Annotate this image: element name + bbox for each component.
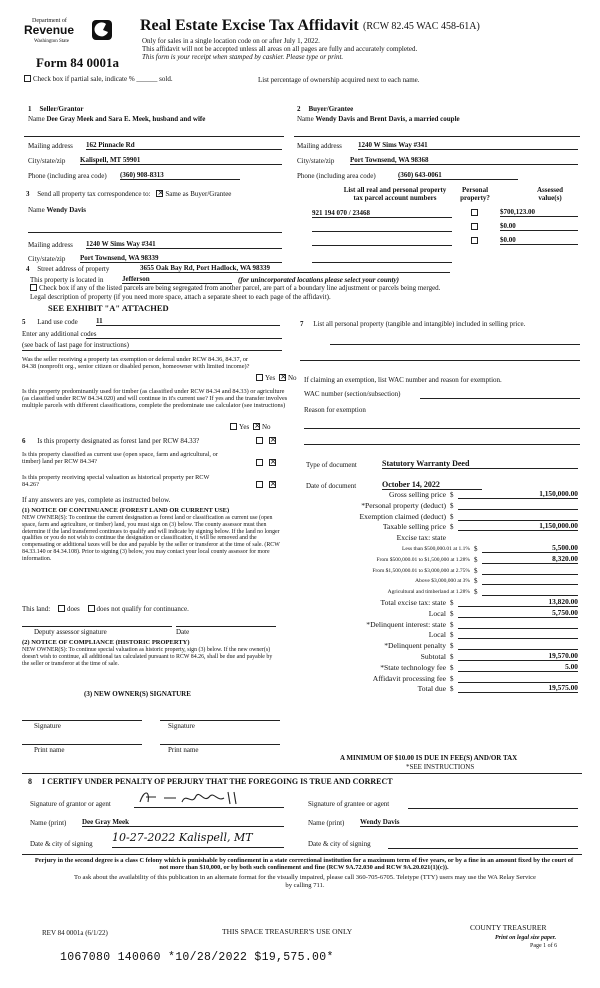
exemption-question: Was the seller receiving a property tax exemption or deferral under RCW 84.36, 84.37, or 84.38 (nonprofit org., senior citizen or disabled person, homeowner with limited income)? [22,356,250,371]
same-as-buyer-label: Same as Buyer/Grantee [165,190,232,198]
dollar-sign: $ [450,599,454,607]
seller-heading [28,105,83,113]
located-field[interactable]: Jefferson [122,275,232,284]
assessed-value-1[interactable]: $700,123.00 [500,208,578,217]
yes-label: Yes [265,374,276,382]
partial-sale-label: Check box if partial sale, indicate % ______ sold. [33,75,173,83]
grantor-signature-field[interactable] [134,792,284,808]
forest-yes-checkbox[interactable] [256,437,263,444]
seller-mailing-label: Mailing address [28,142,73,150]
buyer-name-field[interactable]: Wendy Davis and Brent Davis, a married couple [315,115,460,123]
segregated-label: Check box if any of the listed parcels are being segregated from another parcel, are part of a boundary line adjustment or parcels being merged. [39,284,441,292]
buyer-heading [297,105,353,113]
financial-value-field[interactable] [458,674,578,683]
seller-phone-field[interactable]: (360) 908-8313 [120,171,240,180]
grantor-signature-image [134,788,284,808]
section5-num: 5 [22,318,26,326]
personal-property-list-row [300,320,570,328]
form-title-ref: (RCW 82.45 WAC 458-61A) [363,21,480,32]
land-use-label: Land use code [37,318,78,326]
financial-value-field[interactable]: 1,150,000.00 [458,522,578,531]
historic-no-checkbox[interactable] [269,481,276,488]
parcel-number-1[interactable]: 921 194 070 / 23468 [312,209,452,218]
partial-sale-checkbox[interactable] [24,75,31,82]
notice-line3: This form is your receipt when stamped by cashier. Please type or print. [142,53,344,61]
buyer-phone-label: Phone (including area code) [297,172,376,180]
dept-line2: Revenue [24,23,75,37]
financial-value-field[interactable] [482,576,578,585]
current-use-no-checkbox[interactable] [269,459,276,466]
correspondence-name-row [28,206,86,214]
personal-property-list-label: List all personal property (tangible and intangible) included in selling price. [313,320,526,328]
assessed-value-3[interactable]: $0.00 [500,236,578,245]
financial-label: Taxable selling price [382,522,446,532]
section8-num: 8 [28,777,32,786]
seller-name-row [28,115,205,123]
perjury-text: Perjury in the second degree is a class C felony which is punishable by confinement in a state correctional institution for a maximum term of five years, or by a fine in an amount fixed by the court of not more than $10,000, or by both such confinement and fine (RCW 9A.72.030 and RCW 9A.20.021(1)(c)). [34,857,574,872]
page-number: Page 1 of 6 [530,943,558,949]
same-as-buyer-checkbox[interactable] [156,190,163,197]
financial-label: *State technology fee [380,662,446,672]
dollar-sign: $ [474,555,478,564]
section7-num: 7 [300,320,304,328]
financial-value-field[interactable]: 8,320.00 [482,555,578,564]
dollar-sign: $ [450,491,454,499]
treasurer-use-label: THIS SPACE TREASURER'S USE ONLY [222,927,353,936]
parcel-number-3[interactable] [312,238,452,246]
financial-value-field[interactable] [458,641,578,650]
county-treasurer-label: COUNTY TREASURER [470,923,547,932]
financial-value-field[interactable]: 19,575.00 [458,684,578,693]
new-owner-print-label-2: Print name [168,746,199,754]
dollar-sign: $ [450,631,454,640]
personal-property-col-header: Personal property? [460,186,490,203]
assessed-value-2[interactable]: $0.00 [500,222,578,231]
seller-city-field[interactable]: Kalispell, MT 59901 [80,156,282,165]
timber-no-checkbox[interactable] [253,423,260,430]
dollar-sign: $ [450,609,454,618]
current-use-yes-no [256,459,278,467]
grantee-name-label: Name (print) [308,819,345,827]
exemption-no-checkbox[interactable] [279,374,286,381]
recording-stamp: 1067080 140060 *10/28/2022 $19,575.00* [60,951,334,964]
forest-row [22,437,199,445]
correspondence-city-label: City/state/zip [28,255,66,263]
deputy-signature-label: Deputy assessor signature [34,628,107,636]
forest-yes-no [256,437,278,445]
buyer-mailing-field[interactable]: 1240 W Sims Way #341 [358,141,578,150]
street-label: Street address of property [37,265,110,273]
does-not-label: does not qualify for continuance. [96,605,189,613]
historic-yes-checkbox[interactable] [256,481,263,488]
doc-date-field[interactable]: October 14, 2022 [382,480,482,490]
financial-label: Above $3,000,000 at 3% [415,578,470,585]
doc-type-label: Type of document [306,461,357,469]
seller-mailing-field[interactable]: 162 Pinnacle Rd [86,141,282,150]
financial-value-field[interactable]: 19,570.00 [458,652,578,661]
grantor-name-field[interactable]: Dee Gray Meek [82,818,284,827]
doc-date-label: Date of document [306,482,357,490]
notice-line1: Only for sales in a single location code on or after July 1, 2022. [142,37,320,45]
date-city-field[interactable]: 10-27-2022 Kalispell, MT [112,832,284,848]
dor-logo [20,18,120,54]
alt-format-text: To ask about the availability of this publication in an alternate format for the visually impaired, please call 360-705-6705. Teletype (TTY) users may use the WA Relay Service by calling 711. [74,874,536,889]
legal-description-field[interactable]: SEE EXHIBIT "A" ATTACHED [48,303,169,313]
dollar-sign: $ [474,588,478,597]
correspondence-label: Send all property tax correspondence to: [37,190,151,198]
dollar-sign: $ [450,523,454,532]
correspondence-city-field[interactable]: Port Townsend, WA 98339 [80,254,282,263]
notice-line2: This affidavit will not be accepted unless all areas on all pages are fully and accurately completed. [142,45,418,53]
see-back-note: (see back of last page for instructions) [22,341,129,349]
legal-description-label: Legal description of property (if you need more space, attach a separate sheet to each page of the affidavit). [30,293,331,301]
grantee-date-city-label: Date & city of signing [308,840,371,848]
financial-value-field[interactable] [482,587,578,596]
buyer-name-label: Name [297,115,314,123]
deputy-date-label: Date [176,628,190,636]
financial-label: From $1,500,000.01 to $3,000,000 at 2.75% [372,567,470,574]
dept-line1: Department of [32,18,67,24]
yes-label: Yes [239,423,250,431]
personal-property-checkbox-1[interactable] [471,209,478,216]
no-label: No [261,423,271,431]
financial-label: Subtotal [420,652,446,661]
correspondence-name-field[interactable]: Wendy Davis [46,206,86,214]
dollar-sign: $ [450,685,454,694]
dollar-sign: $ [450,674,454,683]
seller-heading-label: Seller/Grantor [39,105,84,113]
financial-label: Total due [417,684,446,694]
seller-name-label: Name [28,115,45,123]
buyer-num: 2 [297,105,301,113]
financial-value-field[interactable]: 5,750.00 [458,609,578,618]
historic-yes-no [256,481,278,489]
dollar-sign: $ [450,663,454,672]
continuance-title: (1) NOTICE OF CONTINUANCE (FOREST LAND OR CURRENT USE) [22,507,230,514]
dollar-sign: $ [474,545,478,553]
financial-label: *Personal property (deduct) [361,500,446,510]
this-land-row [22,605,189,613]
form-number: Form 84 0001a [36,55,120,70]
personal-property-checkbox-2[interactable] [471,223,478,230]
street-field[interactable]: 3655 Oak Bay Rd, Port Hadlock, WA 98339 [140,264,450,273]
financial-value-field[interactable] [482,566,578,575]
see-instructions-note: *SEE INSTRUCTIONS [406,763,475,771]
grantee-signature-label: Signature of grantee or agent [308,800,390,808]
financial-value-field[interactable]: 5,500.00 [482,544,578,553]
located-note: (for unincorporated locations please select your county) [238,276,399,284]
seller-phone-label: Phone (including area code) [28,172,107,180]
legal-paper-note: Print on legal size paper. [495,935,557,941]
financial-label: *Delinquent penalty [384,641,446,651]
if-yes-note: If any answers are yes, complete as instructed below. [22,496,171,504]
buyer-heading-label: Buyer/Grantee [308,105,354,113]
new-owner-signature-label-1: Signature [34,722,61,730]
financial-label: *Delinquent interest: state [366,619,446,629]
forest-question: Is this property designated as forest land per RCW 84.33? [37,437,200,445]
property-num: 4 [26,265,30,273]
financial-value-field[interactable] [458,630,578,639]
financial-label: Excise tax: state [396,533,446,543]
dollar-sign: $ [450,501,454,510]
ownership-note: List percentage of ownership acquired next to each name. [258,76,420,84]
buyer-mailing-label: Mailing address [297,142,342,150]
financial-label: Gross selling price [389,490,446,499]
financial-value-field[interactable]: 5.00 [458,663,578,672]
financial-value-field[interactable]: 13,820.00 [458,598,578,607]
correspondence-num: 3 [26,190,30,198]
financial-label: Affidavit processing fee [372,673,446,683]
financial-label: Local [428,608,446,618]
doc-type-field[interactable]: Statutory Warranty Deed [382,459,578,469]
located-label: This property is located in [30,276,104,284]
street-row [26,265,109,273]
seller-name-field[interactable]: Dee Gray Meek and Sara E. Meek, husband and wife [46,115,206,123]
financial-label: Total excise tax: state [380,598,446,607]
section6-num: 6 [22,437,26,445]
parcels-col-header: List all real and personal property tax parcel account numbers [343,186,447,203]
forest-no-checkbox[interactable] [269,437,276,444]
segregated-checkbox[interactable] [30,284,37,291]
does-not-qualify-checkbox[interactable] [88,605,95,612]
grantor-signature-label: Signature of grantor or agent [30,800,111,808]
no-label: No [287,374,297,382]
dollar-sign: $ [450,642,454,651]
financial-label: Local [428,630,446,640]
dollar-sign: $ [474,566,478,575]
correspondence-mailing-field[interactable]: 1240 W Sims Way #341 [86,240,282,249]
buyer-city-field[interactable]: Port Townsend, WA 98368 [350,156,578,165]
financial-label: Exemption claimed (deduct) [359,511,446,521]
land-use-field[interactable]: 11 [96,317,280,326]
timber-question: Is this property predominantly used for timber (as classified under RCW 84.34 and 84.33) or agriculture (as classified under RCW 84.34.020) and will continue in it's current use? If yes and the transfer involves multiple parcels with different classifications, complete the predominate use calculator (see instructions) [22,388,288,410]
additional-codes-label: Enter any additional codes [22,330,97,338]
financial-label: From $500,000.01 to $1,500,000 at 1.28% [376,556,470,563]
dollar-sign: $ [450,653,454,661]
partial-sale-row [24,75,173,83]
financial-value-field[interactable] [458,501,578,510]
seller-num: 1 [28,105,32,113]
dor-logo-icon [92,20,112,40]
dept-line3: Washington State [34,39,70,44]
assessed-value-col-header: Assessed value(s) [536,186,564,203]
exemption-yes-no [256,374,297,382]
seller-city-label: City/state/zip [28,157,66,165]
grantee-name-field[interactable]: Wendy Davis [360,818,578,827]
financial-value-field[interactable] [458,512,578,521]
rev-number: REV 84 0001a (6/1/22) [42,929,108,937]
new-owner-print-label-1: Print name [34,746,65,754]
wac-label: WAC number (section/subsection) [304,390,401,398]
financial-label: Agricultural and timberland at 1.28% [387,589,470,596]
certify-text: I CERTIFY UNDER PENALTY OF PERJURY THAT THE FOREGOING IS TRUE AND CORRECT [42,777,393,786]
this-land-label: This land: [22,605,51,613]
personal-property-checkbox-3[interactable] [471,237,478,244]
dollar-sign: $ [450,620,454,629]
date-city-label: Date & city of signing [30,840,93,848]
reason-label: Reason for exemption [304,406,366,414]
correspondence-mailing-label: Mailing address [28,241,73,249]
continuance-body: NEW OWNER(S): To continue the current designation as forest land or classification as current use (open space, farm and agriculture, or timber) land, you must sign on (3) below. The county assessor must then determine if the land transferred continues to qualify and will indicate by signing below. If the land no longer qualifies or you do not wish to continue the designation or classification, it will be removed and the compensating or additional taxes will be due and payable by the seller or transferor at the time of sale. (RCW 84.33.140 or 84.34.108). Prior to signing (3) below, you may contact your local county assessor for more information. [22,515,280,562]
financial-label: Less than $500,000.01 at 1.1% [402,546,470,552]
buyer-name-row [297,115,460,123]
compliance-title: (2) NOTICE OF COMPLIANCE (HISTORIC PROPERTY) [22,639,190,646]
does-qualify-checkbox[interactable] [58,605,65,612]
dollar-sign: $ [450,512,454,521]
historic-question: Is this property receiving special valuation as historical property per RCW 84.26? [22,474,210,489]
financial-value-field[interactable]: 1,150,000.00 [458,490,578,499]
form-title: Real Estate Excise Tax Affidavit [140,17,359,34]
exemption-yes-checkbox[interactable] [256,374,263,381]
current-use-yes-checkbox[interactable] [256,459,263,466]
correspondence-name-label: Name [28,206,45,214]
dollar-sign: $ [474,577,478,586]
segregated-row [30,284,590,292]
grantor-name-label: Name (print) [30,819,67,827]
compliance-body: NEW OWNER(S): To continue special valuation as historic property, sign (3) below. If the new owner(s) doesn't wish to continue, all additional tax calculated pursuant to RCW 84.26, shall be due and payable by the seller or transferor at the time of sale. [22,647,273,667]
minimum-note: A MINIMUM OF $10.00 IS DUE IN FEE(S) AND/OR TAX [340,754,518,762]
parcel-number-2[interactable] [312,224,452,232]
new-owner-signature-label-2: Signature [168,722,195,730]
exemption-claim-label: If claiming an exemption, list WAC number and reason for exemption. [304,376,502,384]
buyer-city-label: City/state/zip [297,157,335,165]
correspondence-row [26,190,231,198]
timber-yes-checkbox[interactable] [230,423,237,430]
certify-row [28,777,393,786]
does-label: does [66,605,80,613]
new-owner-signature-title: (3) NEW OWNER(S) SIGNATURE [84,690,191,698]
timber-yes-no [230,423,271,431]
current-use-question: Is this property classified as current use (open space, farm and agricultural, or timber) land per RCW 84.34? [22,451,218,466]
buyer-phone-field[interactable]: (360) 643-0061 [398,171,518,180]
land-use-row [22,318,78,326]
financial-value-field[interactable] [458,620,578,629]
